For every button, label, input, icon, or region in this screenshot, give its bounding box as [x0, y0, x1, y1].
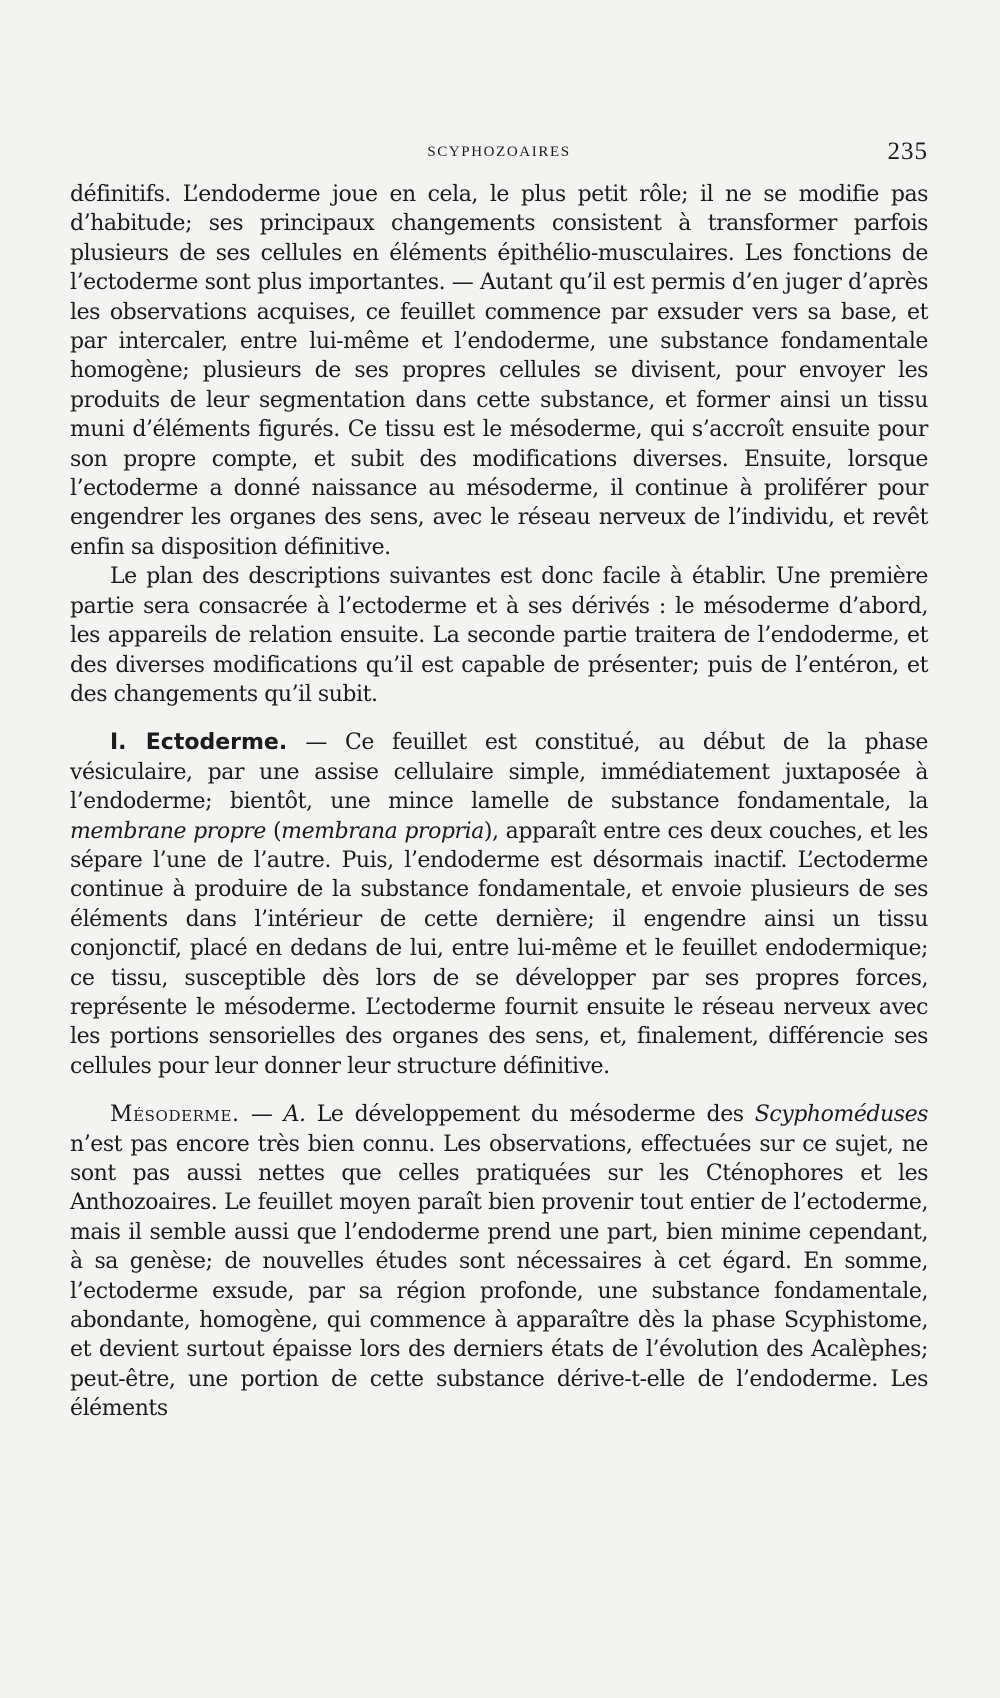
paragraph-continuation: définitifs. L’endoderme joue en cela, le plus petit rôle; il ne se modifie pas d’habitude; ses principaux changements consistent à transformer parfois plusieurs de ses cellules en éléments épithélio-musculaires. Les fonctions de l’ectoderme sont plus importantes. — Autant qu’il est permis d’en juger d’après les observations acquises, ce feuillet commence par exsuder vers sa base, et par intercaler, entre lui-même et l’endoderme, une substance fondamentale homogène; plusieurs de ses propres cellules se divisent, pour envoyer les produits de leur segmentation dans cette substance, et former ainsi un tissu muni d’éléments figurés. Ce tissu est le mésoderme, qui s’accroît ensuite pour son propre compte, et subit des modifications diverses. Ensuite, lorsque l’ectoderme a donné naissance au mésoderme, il continue à proliférer pour engendrer les organes des sens, avec le réseau nerveux de l’individu, et revêt enfin sa disposition définitive. [70, 182, 928, 560]
section-heading-mesoderme: Mésoderme. [110, 1102, 240, 1128]
italic-term: membrane propre [70, 818, 266, 844]
subsection-letter: A. [283, 1102, 306, 1128]
running-head [70, 138, 928, 166]
section-heading-ectoderme: I. Ectoderme. [110, 730, 288, 756]
section-text: n’est pas encore très bien connu. Les observations, effectuées sur ce sujet, ne sont pas aussi nettes que celles pratiquées sur les Cténophores et les Anthozoaires. Le feuillet moyen paraît bien provenir tout entier de l’ectoderme, mais il semble aussi que l’endoderme prend une part, bien minime cependant, à sa genèse; de nouvelles études sont nécessaires à cet égard. En somme, l’ectoderme exsude, par sa région profonde, une substance fondamentale, abondante, homogène, qui commence à apparaître dès la phase Scyphistome, et devient surtout épaisse lors des derniers états de l’évolution des Acalèphes; peut-être, une portion de cette substance dérive-t-elle de l’endoderme. Les éléments [70, 1131, 928, 1422]
section-text: Le développement du mésoderme des [305, 1102, 755, 1128]
section-ectoderme [70, 728, 928, 1081]
section-mesoderme [70, 1100, 928, 1423]
section-text: ( [265, 818, 282, 844]
section-text: ), apparaît entre ces deux couches, et les sépare l’une de l’autre. Puis, l’endoderme est désormais inactif. L’ectoderme continue à produire de la substance fondamentale, et envoie plusieurs de ses éléments dans l’intérieur de cette dernière; il engendre ainsi un tissu conjonctif, placé en dedans de lui, entre lui-même et le feuillet endodermique; ce tissu, susceptible dès lors de se développer par ses propres forces, représente le mésoderme. L’ectoderme fournit ensuite le réseau nerveux avec les portions sensorielles des organes des sens, et, finalement, différencie ses cellules pour leur donner leur structure définitive. [70, 818, 928, 1079]
body-text [70, 180, 928, 1424]
italic-taxon: Scyphoméduses [754, 1102, 928, 1128]
page-number: 235 [887, 138, 928, 165]
italic-term-latin: membrana propria [281, 818, 484, 844]
running-title: SCYPHOZOAIRES [427, 144, 571, 160]
section-text: — Ce feuillet est constitué, au début de la phase vésiculaire, par une assise cellulaire simple, immédiatement juxtaposée à l’endoderme; bientôt, une mince lamelle de substance fondamentale, la [70, 730, 928, 815]
paragraph-plan: Le plan des descriptions suivantes est donc facile à établir. Une première partie sera consacrée à l’ectoderme et à ses dérivés : le mésoderme d’abord, les appareils de relation ensuite. La seconde partie traitera de l’endoderme, et des diverses modifications qu’il est capable de présenter; puis de l’entéron, et des changements qu’il subit. [70, 564, 928, 707]
section-dash: — [239, 1102, 284, 1128]
